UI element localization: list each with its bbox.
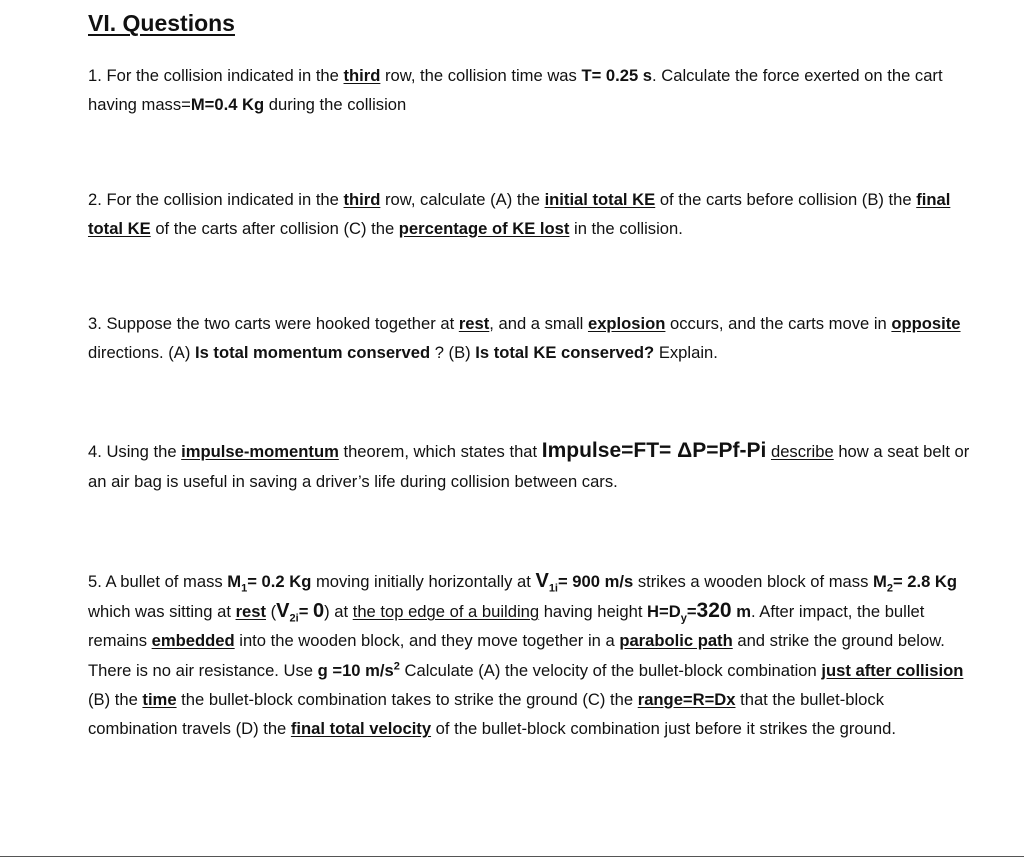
q1-mass: M=0.4 Kg <box>190 94 265 114</box>
q5-value: 0 <box>313 600 325 623</box>
q4-text: 4. Using the <box>88 442 182 461</box>
q5-subscript: 1i <box>548 582 558 595</box>
q5-text: which was sitting at <box>88 602 236 622</box>
question-3 <box>88 310 973 367</box>
q5-height <box>647 599 751 625</box>
q3-bold: Is total KE conserved? <box>475 342 655 362</box>
q3-emphasis: opposite <box>891 314 961 333</box>
q5-value: g =10 m/s <box>317 660 394 680</box>
q5-value: = <box>298 602 313 622</box>
q3-text: , and a small <box>489 314 588 333</box>
q2-emphasis: final total KE <box>88 190 951 238</box>
q4-describe: describe <box>770 442 834 461</box>
q5-subscript: 1 <box>241 582 248 595</box>
q5-emphasis: parabolic path <box>619 631 733 651</box>
q5-value: = <box>686 602 697 622</box>
q3-text: Explain. <box>654 342 718 362</box>
q5-value: 320 <box>696 599 732 623</box>
q1-emphasis: third <box>343 66 381 85</box>
q5-text: the bullet-block combination takes to strike the ground (C) the <box>176 689 638 709</box>
q4-equation: Impulse=FT= ΔP=Pf-Pi <box>541 439 767 462</box>
q5-text: Calculate (A) the velocity of the bullet-block combination <box>399 660 822 680</box>
question-5 <box>88 567 973 743</box>
q5-value: = 0.2 Kg <box>247 572 312 591</box>
question-1 <box>88 62 973 119</box>
q5-text: 5. A bullet of mass <box>88 572 228 591</box>
q5-value: = 900 m/s <box>558 572 634 591</box>
q5-gravity <box>318 661 400 680</box>
q2-text: 2. For the collision indicated in the <box>88 190 344 209</box>
q2-text: of the carts before collision (B) the <box>655 190 917 209</box>
q5-superscript: 2 <box>393 660 400 673</box>
q5-mass-2 <box>873 572 958 595</box>
q5-text: strikes a wooden block of mass <box>633 572 873 591</box>
q5-symbol: M <box>873 572 887 591</box>
q5-text: and strike the ground below. There is no air resistance. Use <box>88 631 945 680</box>
q5-emphasis: time <box>142 689 177 709</box>
q2-text: in the collision. <box>569 218 683 238</box>
q5-symbol: V <box>535 570 549 592</box>
question-2 <box>88 186 973 243</box>
q5-velocity-1 <box>535 570 634 595</box>
q4-emphasis: impulse-momentum <box>181 442 339 461</box>
page-bottom-rule <box>0 856 1024 857</box>
q1-text: during the collision <box>264 94 407 114</box>
q5-emphasis: range=R=Dx <box>637 689 736 709</box>
q5-text: into the wooden block, and they move together in a <box>234 631 620 651</box>
q3-bold: Is total momentum conserved <box>194 342 431 362</box>
q2-text: of the carts after collision (C) the <box>150 218 399 238</box>
q3-text: directions. (A) <box>88 342 195 362</box>
q5-underline: the top edge of a building <box>352 602 540 622</box>
q5-subscript: y <box>680 612 687 625</box>
q1-text: . Calculate the force exerted on the cart having mass= <box>88 66 943 114</box>
question-4 <box>88 436 973 497</box>
q4-text: how a seat belt or an air bag is useful in saving a driver’s life during collision between cars. <box>88 442 970 491</box>
q5-symbol: V <box>276 600 290 623</box>
q3-text: ? (B) <box>430 342 476 362</box>
q5-velocity-2 <box>276 600 325 625</box>
q5-symbol: M <box>227 572 242 591</box>
q5-emphasis: final total velocity <box>290 719 432 739</box>
q5-subscript: 2 <box>886 582 893 595</box>
q1-collision-time: T= 0.25 s <box>581 66 653 85</box>
section-heading: VI. Questions <box>88 10 235 36</box>
q5-value: = 2.8 Kg <box>892 572 958 591</box>
q5-emphasis: embedded <box>151 631 235 651</box>
q3-text: occurs, and the carts move in <box>665 314 892 333</box>
q3-emphasis: rest <box>458 314 490 333</box>
q4-text: theorem, which states that <box>338 442 542 461</box>
q2-text: row, calculate (A) the <box>380 190 545 209</box>
q5-text: (B) the <box>88 689 143 709</box>
q2-emphasis: initial total KE <box>544 190 656 209</box>
q2-emphasis: percentage of KE lost <box>398 218 570 238</box>
q5-emphasis: rest <box>235 602 267 622</box>
q2-emphasis: third <box>343 190 381 209</box>
q5-text: . After impact, the bullet remains <box>88 602 925 651</box>
q1-text: row, the collision time was <box>380 66 582 85</box>
q1-text: 1. For the collision indicated in the <box>88 66 344 85</box>
q5-text: that the bullet-block combination travels (D) the <box>88 689 885 739</box>
q5-unit: m <box>731 602 751 622</box>
q5-text: moving initially horizontally at <box>311 572 536 591</box>
q5-text: ( <box>266 602 277 622</box>
q5-text: ) at <box>324 602 353 622</box>
q3-text: 3. Suppose the two carts were hooked together at <box>88 314 459 333</box>
q5-text: having height <box>539 602 648 622</box>
q5-subscript: 2i <box>289 612 299 625</box>
q5-symbol: H=D <box>647 602 681 622</box>
q5-text: of the bullet-block combination just before it strikes the ground. <box>431 719 896 739</box>
q5-emphasis: just after collision <box>821 660 964 680</box>
q5-mass-1 <box>227 572 312 595</box>
q3-emphasis: explosion <box>587 314 666 333</box>
